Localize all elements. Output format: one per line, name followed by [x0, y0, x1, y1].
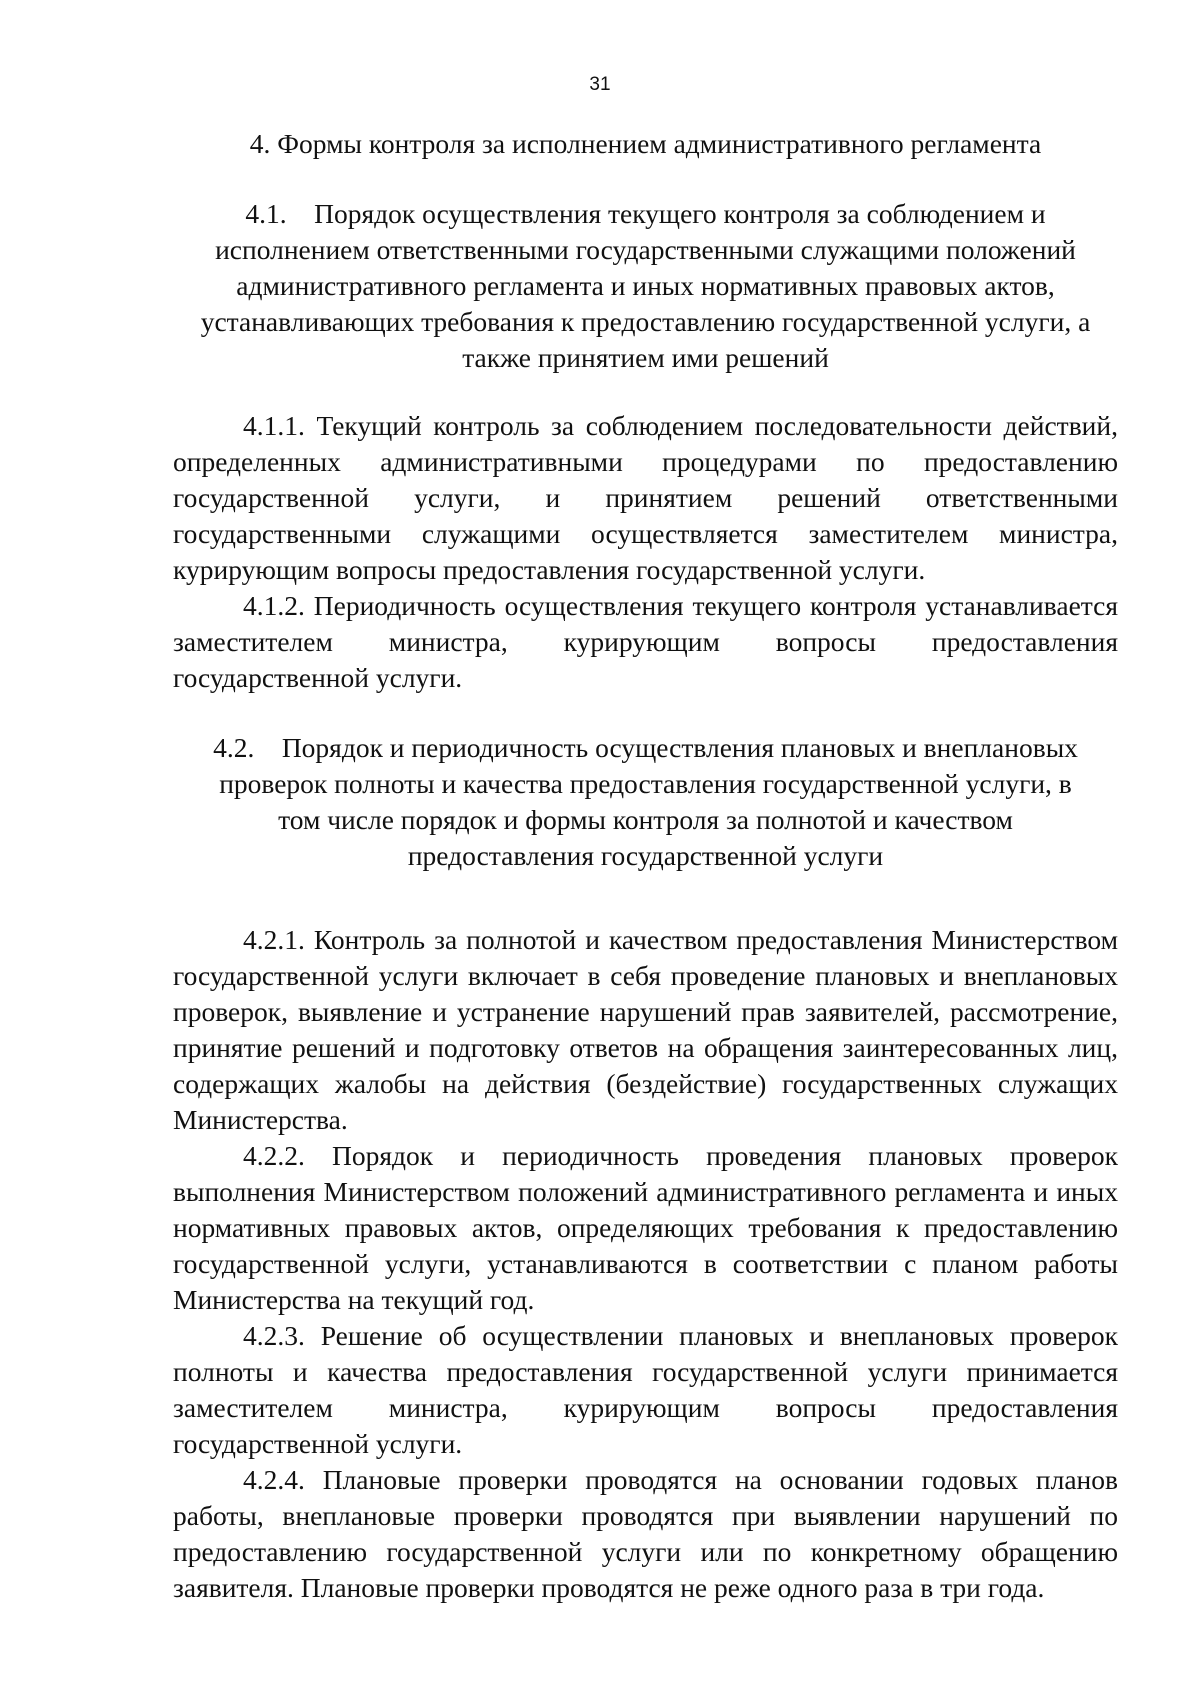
paragraph-4-1-1: 4.1.1. Текущий контроль за соблюдением последовательности действий, определенных административными процедурами по предоставлению государственной услуги, и принятием решений ответственными государственными служащими осуществляется заместителем министра, курирующим вопросы предоставления государственной услуги. — [173, 410, 1118, 585]
subsection-heading-4-1: 4.1. Порядок осуществления текущего контроля за соблюдением и исполнением ответственными государственными служащими положений административного регламента и иных нормативных правовых актов, устанавливающих требования к предоставлению государственной услуги, а также принятием ими решений — [200, 198, 1098, 373]
paragraph-4-2-4: 4.2.4. Плановые проверки проводятся на основании годовых планов работы, внеплановые проверки проводятся при выявлении нарушений по предоставлению государственной услуги или по конкретному обращению заявителя. Плановые проверки проводятся не реже одного раза в три года. — [173, 1464, 1118, 1603]
page-number: 31 — [589, 74, 611, 95]
paragraph-4-2-1: 4.2.1. Контроль за полнотой и качеством предоставления Министерством государственной услуги включает в себя проведение плановых и внеплановых проверок, выявление и устранение нарушений прав заявителей, рассмотрение, принятие решений и подготовку ответов на обращения заинтересованных лиц, содержащих жалобы на действия (бездействие) государственных служащих Министерства. — [173, 924, 1118, 1135]
section-title: 4. Формы контроля за исполнением административного регламента — [249, 128, 1042, 159]
paragraph-4-1-2: 4.1.2. Периодичность осуществления текущего контроля устанавливается заместителем министра, курирующим вопросы предоставления государственной услуги. — [173, 590, 1118, 693]
paragraph-4-2-3: 4.2.3. Решение об осуществлении плановых и внеплановых проверок полноты и качества предоставления государственной услуги принимается заместителем министра, курирующим вопросы предоставления государственной услуги. — [173, 1320, 1118, 1459]
document-body — [173, 126, 1118, 1606]
paragraph-4-2-2: 4.2.2. Порядок и периодичность проведения плановых проверок выполнения Министерством положений административного регламента и иных нормативных правовых актов, определяющих требования к предоставлению государственной услуги, устанавливаются в соответствии с планом работы Министерства на текущий год. — [173, 1140, 1118, 1315]
subsection-heading-4-2: 4.2. Порядок и периодичность осуществления плановых и внеплановых проверок полноты и качества предоставления государственной услуги, в том числе порядок и формы контроля за полнотой и качеством предоставления государственной услуги — [213, 732, 1085, 871]
